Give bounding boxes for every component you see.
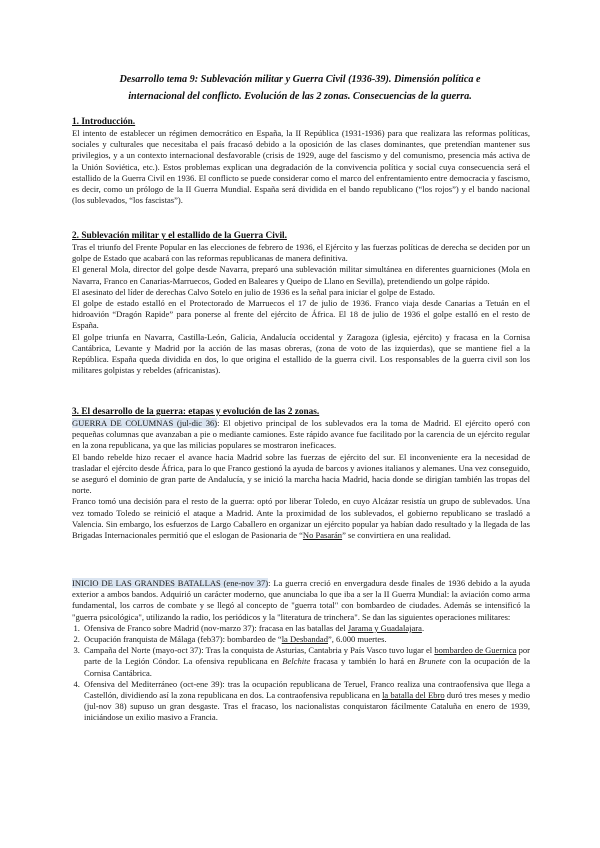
- paragraph: El general Mola, director del golpe desde Navarra, preparó una sublevación militar simultánea en diferentes guarniciones (Mola en Navarra, Franco en Canarias-Marruecos, Goded en Baleares y Queipo de Llano en Sevilla), pretendiendo un golpe rápido.: [72, 264, 530, 286]
- list-item: [82, 634, 530, 645]
- section-desarrollo-guerra: [72, 406, 530, 541]
- paragraph-text: : El objetivo principal de los sublevados era la toma de Madrid. El ejército operó con pequeñas columnas que avanzaban a pie o mediante camiones. Este rápido avance fue facilitado por la carencia de un ejército regular en la zona republicana, ya que las milicias populares se mostraron ineficaces.: [72, 418, 530, 451]
- paragraph-text: ” se convirtiera en una realidad.: [342, 530, 451, 541]
- section-introduccion: [72, 116, 530, 206]
- paragraph: [72, 578, 530, 623]
- list-item-text: por parte de la Legión Cóndor. La ofensiva republicana en: [84, 645, 530, 667]
- underlined-slogan: No Pasarán: [302, 530, 343, 541]
- paragraph: [72, 496, 530, 541]
- italic-term: Belchite: [282, 656, 311, 667]
- underlined-term: la batalla del Ebro: [382, 690, 445, 701]
- list-item-text: Campaña del Norte (mayo-oct 37): Tras la conquista de Asturias, Cantabria y País Vasco tuvo lugar el: [84, 645, 435, 656]
- list-item-text: Ofensiva del Mediterráneo (oct-ene 39): tras la ocupación republicana de Teruel, Franco realiza una contraofensiva que llega a Castellón, dividiendo así la zona republicana en dos. La contraofensiva republicana en: [84, 678, 530, 701]
- list-item: [82, 623, 530, 634]
- paragraph: El golpe de estado estalló en el Protectorado de Marruecos el 17 de julio de 1936. Franco viaja desde Canarias a Tetuán en el hidroavión “Dragón Rapide” para ponerse al frente del ejército de África. El 18 de julio de 1936 el golpe estalló en el resto de España.: [72, 298, 530, 331]
- list-item: [82, 679, 530, 724]
- section-heading-2: [72, 230, 530, 242]
- section-number: 1.: [72, 117, 79, 127]
- operations-list: [72, 623, 530, 724]
- highlighted-phase-label: GUERRA DE COLUMNAS (jul-dic 36): [72, 418, 218, 428]
- section-grandes-batallas: [72, 578, 530, 724]
- paragraph-text: : La guerra creció en envergadura desde finales de 1936 debido a la ayuda exterior a ambos bandos. Adquirió un carácter moderno, que anunciaba lo que iba a ser la II Guerra Mundial: la aviación como arma fundamental, los carros de combate y se llegó al concepto de "guerra total" con bombardeo de ciudades. Además se intensificó la "guerra psicológica", utilizando la radio, los periódicos y la "literatura de trinchera". Se dan las siguientes operaciones militares:: [72, 578, 530, 622]
- paragraph: [72, 418, 530, 452]
- section-heading-text: Introducción.: [81, 117, 136, 127]
- underlined-term: bombardeo de Guernica: [434, 645, 517, 656]
- list-item-text: fracasa y también lo hará en: [310, 656, 419, 667]
- paragraph: Tras el triunfo del Frente Popular en las elecciones de febrero de 1936, el Ejército y las fuerzas políticas de derecha se deciden por un golpe de Estado que acabará con las reformas republicanas de manera definitiva.: [72, 242, 530, 264]
- paragraph: El intento de establecer un régimen democrático en España, la II República (1931-1936) para que realizara las reformas políticas, sociales y culturales que necesitaba el país fracasó debido a la oposición de las clases dominantes, que pretendían mantener sus privilegios, y a un contexto internacional desfavorable (crisis de 1929, auge del fascismo y del comunismo, presencia más activa de la Unión Soviética, etc.). Estos problemas explican una degradación de la convivencia política y social cuya consecuencia será el estallido de la Guerra Civil en 1936. El conflicto se puede considerar como el marco del enfrentamiento entre democracia y fascismo, es decir, como un prólogo de la II Guerra Mundial. España será dividida en el bando republicano (“los rojos”) y el bando nacional (los sublevados, “los fascistas”).: [72, 128, 530, 206]
- list-item-text: con la ocupación de la Cornisa Cantábrica.: [84, 656, 530, 678]
- italic-term: Brunete: [418, 656, 446, 667]
- section-sublevacion: [72, 230, 530, 376]
- list-item-text: ”, 6.000 muertes.: [327, 634, 387, 645]
- underlined-term: Jarama y Guadalajara: [347, 622, 422, 633]
- section-heading-text: Sublevación militar y el estallido de la Guerra Civil.: [81, 231, 287, 241]
- section-heading-1: [72, 116, 530, 128]
- section-number: 2.: [72, 231, 79, 241]
- list-item-text: Ofensiva de Franco sobre Madrid (nov-marzo 37): fracasa en las batallas del: [84, 622, 348, 633]
- section-heading-3: [72, 406, 530, 418]
- paragraph: El asesinato del líder de derechas Calvo Sotelo en julio de 1936 es la señal para iniciar el golpe de Estado.: [72, 286, 435, 297]
- document-title: Desarrollo tema 9: Sublevación militar y Guerra Civil (1936-39). Dimensión política e internacional del conflicto. Evolución de las 2 zonas. Consecuencias de la guerra.: [119, 74, 481, 102]
- paragraph-text: Franco tomó una decisión para el resto de la guerra: optó por liberar Toledo, en cuyo Alcázar resistía un grupo de sublevados. Una vez tomado Toledo se reinició el ataque a Madrid. Ante la proximidad de los sublevados, el gobierno republicano se trasladó a Valencia. Sin embargo, los esfuerzos de Largo Caballero en organizar un ejército popular ya habían dado resultado y la llegada de las Brigadas Internacionales permitió que el eslogan de Pasionaria de “: [72, 496, 530, 541]
- underlined-term: la Desbandad: [281, 634, 328, 645]
- section-heading-text: El desarrollo de la guerra: etapas y evolución de las 2 zonas.: [81, 407, 320, 417]
- paragraph: El golpe triunfa en Navarra, Castilla-León, Galicia, Andalucía occidental y Zaragoza (iglesia, ejército) y fracasa en la Cornisa Cantábrica, Levante y Madrid por la acción de las masas obreras, (zona de voto de las izquierdas), que se mantiene fiel a la República. España queda dividida en dos, lo que origina el estallido de la guerra civil. Los responsables de la guerra civil son los militares golpistas y rebeldes (africanistas).: [72, 331, 530, 376]
- list-item-text: Ocupación franquista de Málaga (feb37): bombardeo de “: [84, 634, 282, 645]
- list-item: [82, 645, 530, 679]
- section-number: 3.: [72, 407, 79, 417]
- paragraph: El bando rebelde hizo recaer el avance hacia Madrid sobre las fuerzas de ejército del sur. El inconveniente era la necesidad de trasladar el ejército desde África, para lo que Franco gestionó la ayuda de barcos y aviones italianos y alemanes. Una vez conseguido, se aseguró el dominio de gran parte de Andalucía, y se inició la marcha hacia Madrid, hacia donde se dirigían también las tropas del norte.: [72, 451, 530, 496]
- list-item-text: duró tres meses y medio (jul-nov 38) supuso un gran desgaste. Tras el fracaso, los nacionalistas conquistaron fácilmente Cataluña en enero de 1939, iniciándose un exilio masivo a Francia.: [84, 690, 530, 723]
- list-item-text: .: [421, 622, 425, 633]
- highlighted-phase-label: INICIO DE LAS GRANDES BATALLAS (ene-nov 37): [72, 578, 269, 588]
